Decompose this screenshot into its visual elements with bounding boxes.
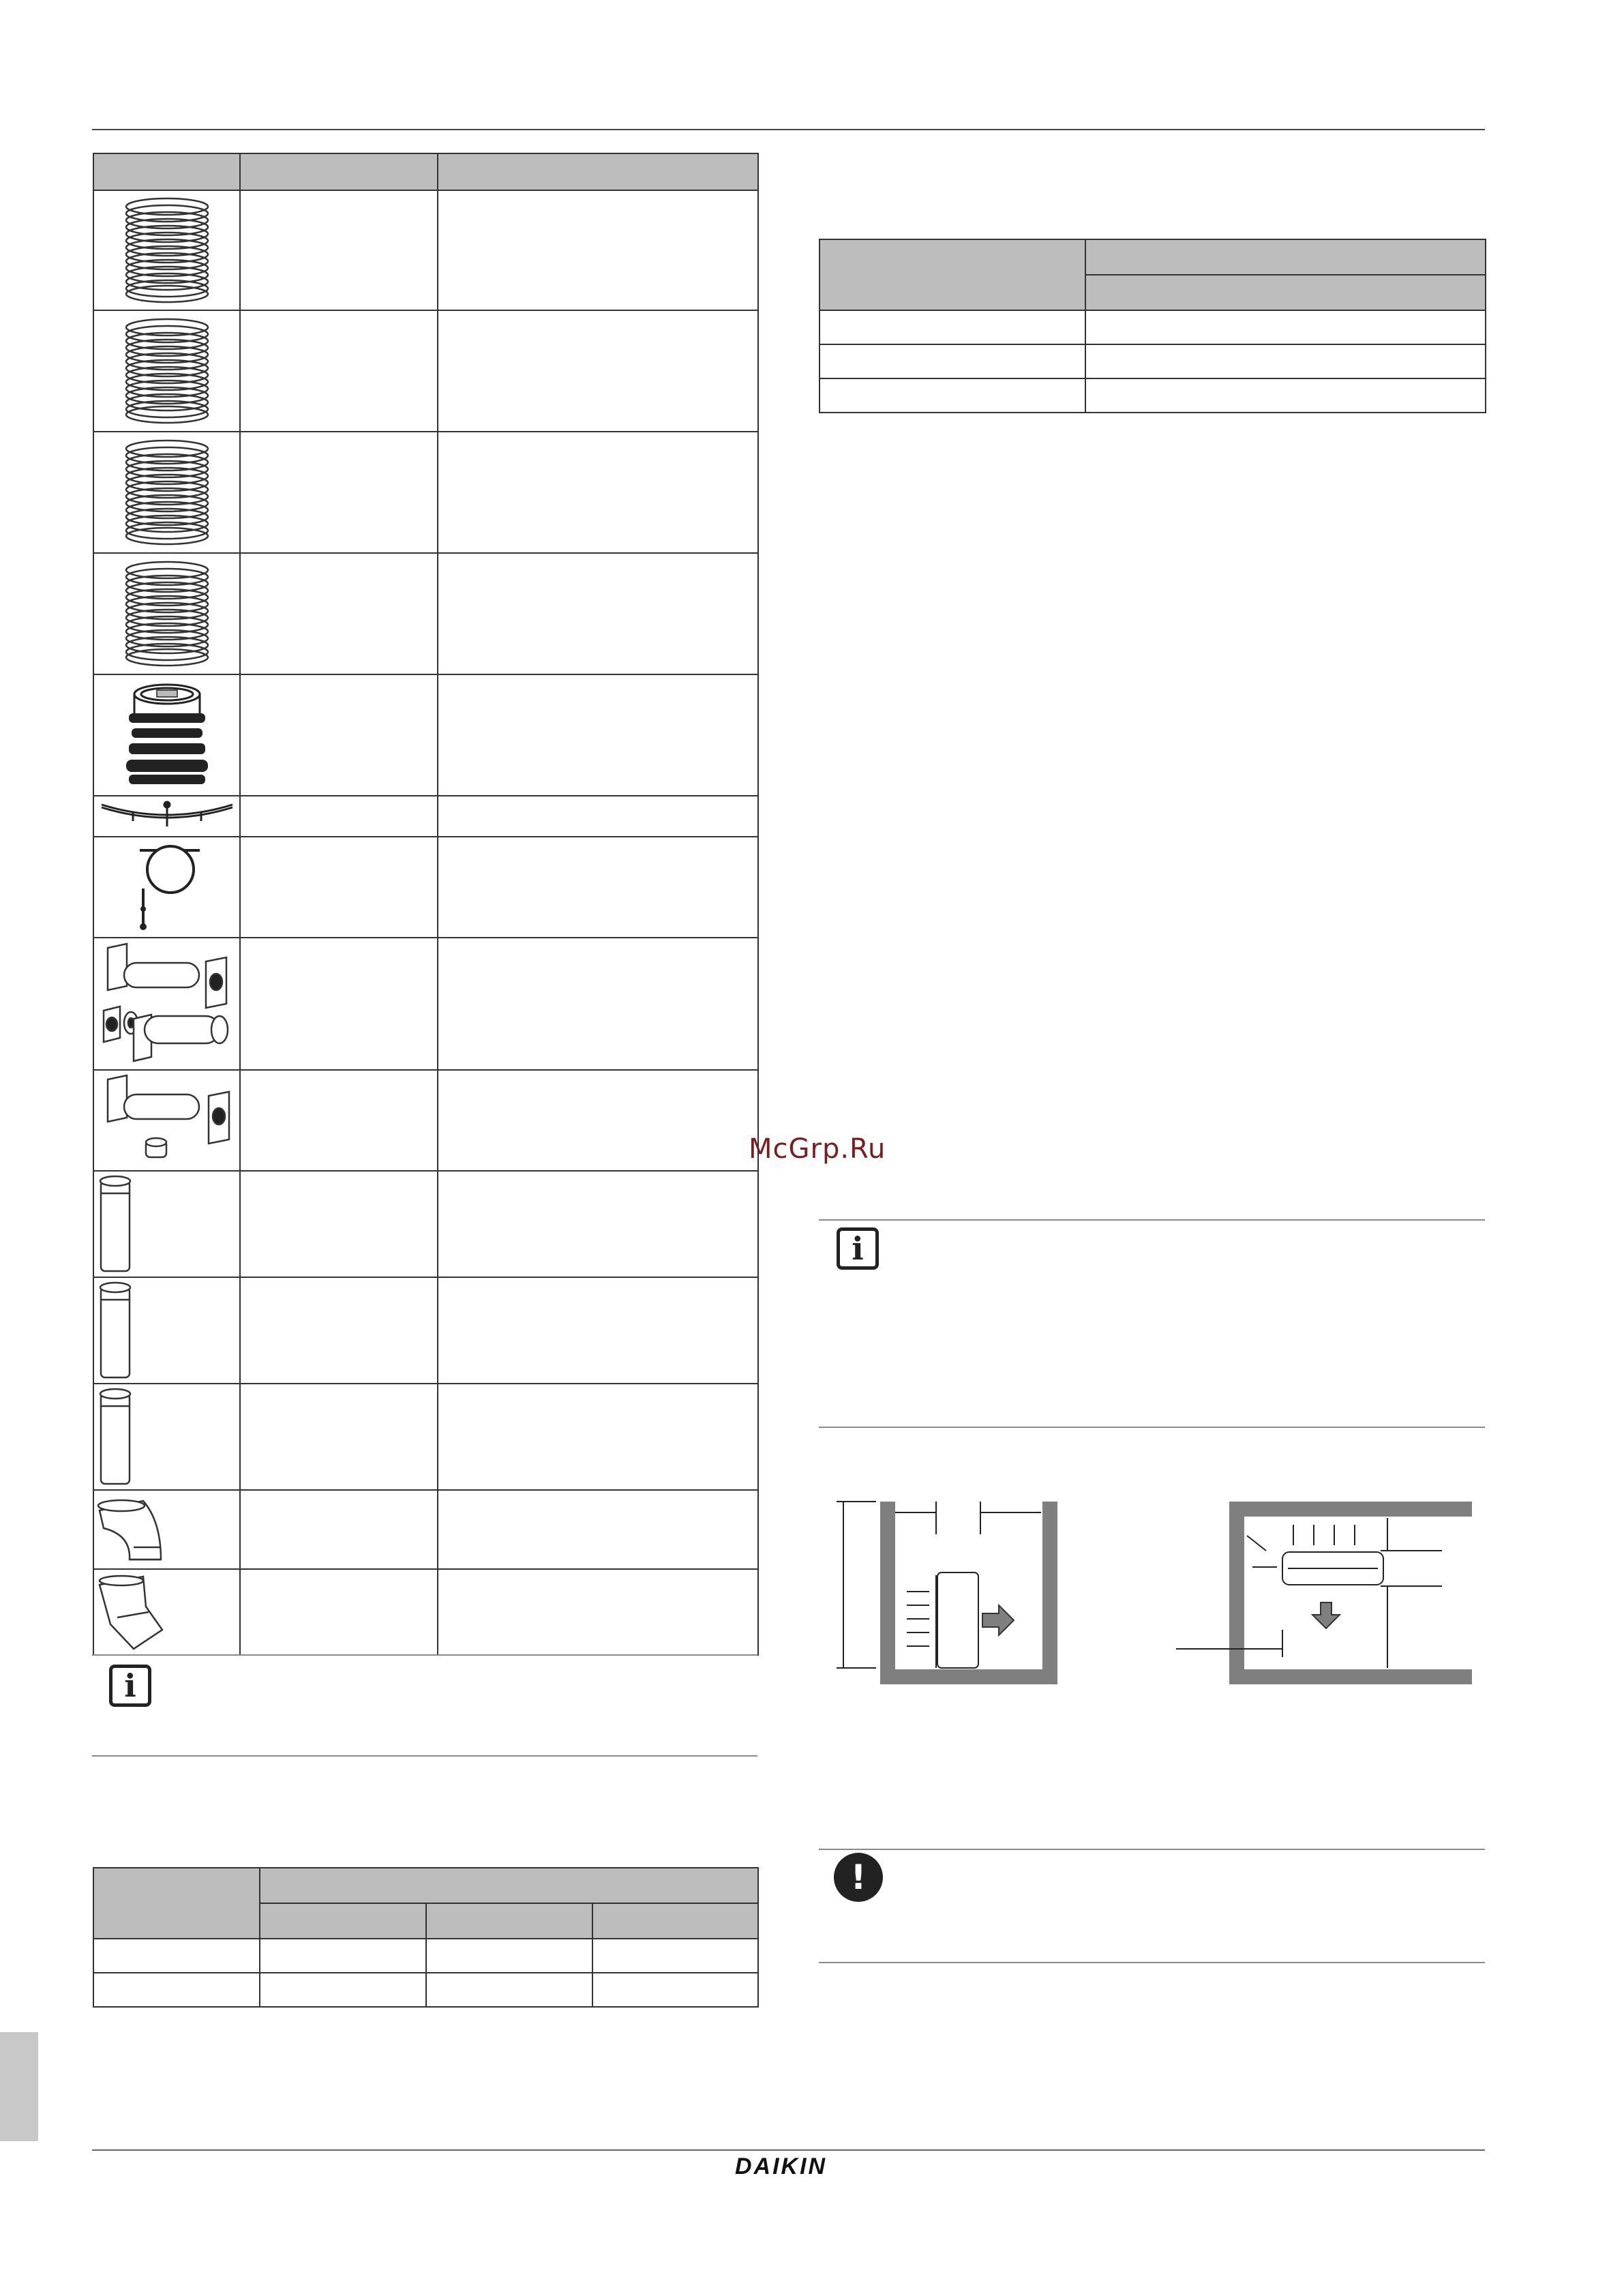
warning-rule-top xyxy=(819,1849,1485,1850)
table-row xyxy=(93,837,240,938)
ring-gasket-icon xyxy=(119,436,215,548)
table-row xyxy=(93,1070,240,1171)
table-row xyxy=(93,1277,240,1384)
table-row xyxy=(93,674,240,796)
table-row xyxy=(93,1171,240,1277)
straight-pipe-icon xyxy=(95,1281,136,1380)
table-row xyxy=(93,938,240,1070)
table-header-cell xyxy=(1085,239,1486,275)
top-rule xyxy=(92,129,1485,130)
table-row xyxy=(93,1569,240,1655)
table-header-cell xyxy=(819,239,1085,310)
table-row xyxy=(93,190,240,310)
notice-rule-top-left xyxy=(92,1654,757,1656)
pipe-clamp-icon xyxy=(119,841,215,934)
accessory-header-description xyxy=(240,153,438,190)
mounting-bracket-icon xyxy=(99,799,235,833)
table-row xyxy=(93,310,240,432)
wall-terminal-kit-icon xyxy=(97,942,237,1065)
ring-gasket-icon xyxy=(119,194,215,306)
table-row xyxy=(93,553,240,674)
notice-rule-top-right xyxy=(819,1219,1485,1221)
data-table-right xyxy=(819,239,1486,413)
notice-rule-bottom-right xyxy=(819,1427,1485,1428)
clearance-front-view-diagram xyxy=(835,1493,1067,1691)
table-row xyxy=(819,344,1486,378)
table-header-cell xyxy=(592,1903,758,1939)
table-header-cell xyxy=(1085,275,1486,310)
table-header-cell xyxy=(93,1868,260,1939)
info-icon: i xyxy=(837,1227,879,1270)
table-header-cell xyxy=(426,1903,592,1939)
adapter-fitting-icon xyxy=(119,679,215,791)
table-header-cell xyxy=(260,1868,758,1903)
watermark: McGrp.Ru xyxy=(749,1133,886,1165)
straight-pipe-icon xyxy=(95,1387,136,1487)
accessory-header-image xyxy=(93,153,240,190)
table-row xyxy=(819,310,1486,344)
ring-gasket-icon xyxy=(119,558,215,670)
table-row xyxy=(93,1384,240,1490)
daikin-logo: DAIKIN xyxy=(735,2153,828,2179)
table-row xyxy=(93,1490,240,1569)
data-table-left xyxy=(93,1867,759,2008)
footer-rule xyxy=(92,2149,1485,2151)
elbow-90-icon xyxy=(95,1494,170,1565)
table-row xyxy=(93,796,240,837)
accessory-header-quantity xyxy=(438,153,758,190)
accessory-table xyxy=(93,153,759,1656)
table-row xyxy=(93,1939,758,1973)
info-icon: i xyxy=(109,1665,151,1707)
warning-rule-bottom xyxy=(819,1962,1485,1963)
table-row xyxy=(819,378,1486,413)
clearance-top-view-diagram xyxy=(1176,1493,1476,1691)
side-tab xyxy=(0,2032,38,2141)
straight-pipe-icon xyxy=(95,1174,136,1274)
table-row xyxy=(93,1973,758,2007)
notice-rule-bottom-left xyxy=(92,1755,757,1757)
table-header-cell xyxy=(260,1903,426,1939)
table-row xyxy=(93,432,240,553)
elbow-45-icon xyxy=(95,1572,170,1652)
warning-icon: ! xyxy=(834,1853,883,1902)
ring-gasket-icon xyxy=(119,315,215,427)
wall-terminal-icon xyxy=(97,1074,237,1167)
